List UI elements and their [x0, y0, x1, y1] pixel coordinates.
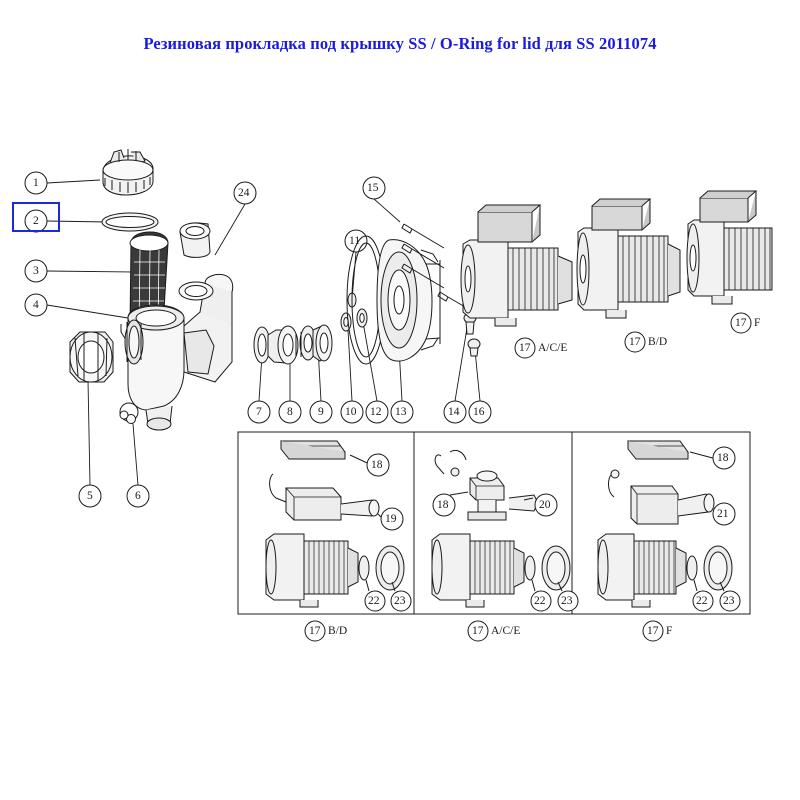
motor-label-ace-panel: A/C/E: [491, 625, 521, 637]
part-drain-plug: [180, 223, 210, 258]
callout-20[interactable]: 20: [539, 499, 551, 511]
motor-badge-f-top: 17: [735, 317, 747, 329]
panel-bd-contents: [266, 441, 411, 611]
callout-22-f[interactable]: 22: [696, 595, 708, 607]
panel-f-contents: [598, 441, 740, 611]
callout-11[interactable]: 11: [349, 235, 361, 247]
callout-22-bd[interactable]: 22: [368, 595, 380, 607]
part-seal-plate: [377, 240, 440, 361]
motor-badge-ace-top: 17: [519, 342, 531, 354]
motor-badge-bd-top: 17: [629, 336, 641, 348]
callout-19[interactable]: 19: [385, 513, 397, 525]
callout-21[interactable]: 21: [717, 508, 729, 520]
motor-bd: [577, 199, 680, 318]
part-lid-handle: [103, 149, 153, 195]
panel-ace-contents: [432, 450, 578, 611]
callout-15[interactable]: 15: [367, 182, 379, 194]
motor-badge-bd-panel: 17: [309, 625, 321, 637]
callout-12[interactable]: 12: [370, 406, 382, 418]
part-impeller-group: [254, 325, 332, 364]
callout-2[interactable]: 2: [33, 215, 39, 227]
callout-23-bd[interactable]: 23: [394, 595, 406, 607]
part-bolt-nut: [464, 313, 480, 356]
callout-16[interactable]: 16: [473, 406, 485, 418]
callout-6[interactable]: 6: [135, 490, 141, 502]
motor-label-f-panel: F: [666, 625, 673, 637]
callout-10[interactable]: 10: [345, 406, 357, 418]
motor-badge-ace-panel: 17: [472, 625, 484, 637]
callout-18-f[interactable]: 18: [717, 452, 729, 464]
callout-18-ace[interactable]: 18: [437, 499, 449, 511]
callout-9[interactable]: 9: [318, 406, 324, 418]
callout-23-ace[interactable]: 23: [561, 595, 573, 607]
motor-badge-f-panel: 17: [647, 625, 659, 637]
part-union-nut: [70, 332, 113, 382]
callout-5[interactable]: 5: [87, 490, 93, 502]
callout-8[interactable]: 8: [287, 406, 293, 418]
callout-18-bd[interactable]: 18: [371, 459, 383, 471]
callout-7[interactable]: 7: [256, 406, 262, 418]
motor-ace: [461, 205, 572, 326]
motor-f: [687, 191, 772, 304]
page-title: Резиновая прокладка под крышку SS / O-Ring for lid для SS 2011074: [143, 34, 657, 53]
callout-22-ace[interactable]: 22: [534, 595, 546, 607]
motor-label-ace-top: A/C/E: [538, 342, 568, 354]
callout-1[interactable]: 1: [33, 177, 39, 189]
callout-13[interactable]: 13: [395, 406, 407, 418]
motor-label-bd-top: B/D: [648, 336, 668, 348]
part-small-fasteners: [341, 293, 367, 331]
part-housing-flange: [125, 320, 143, 364]
callout-24[interactable]: 24: [238, 187, 250, 199]
callout-3[interactable]: 3: [33, 265, 39, 277]
callout-4[interactable]: 4: [33, 299, 39, 311]
part-o-ring: [102, 213, 158, 231]
motor-label-f-top: F: [754, 317, 761, 329]
motor-label-bd-panel: B/D: [328, 625, 348, 637]
callout-23-f[interactable]: 23: [723, 595, 735, 607]
callout-14[interactable]: 14: [448, 406, 460, 418]
